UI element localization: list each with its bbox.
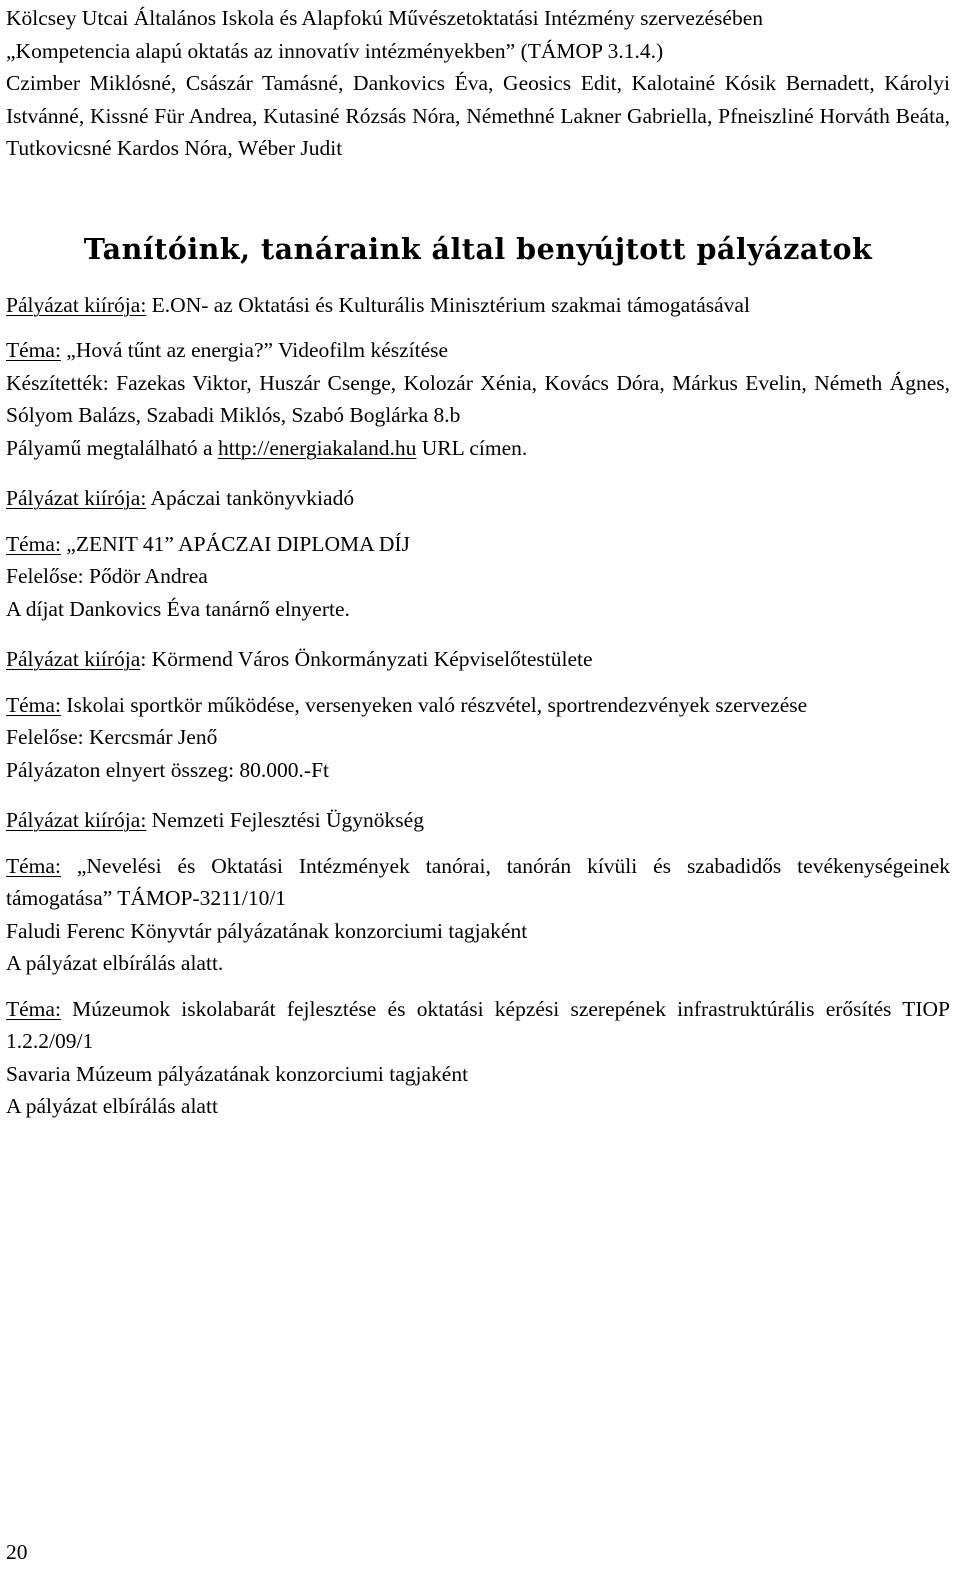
consortium-line-5: Savaria Múzeum pályázatának konzorciumi tagjaként <box>6 1061 469 1086</box>
topic-line-3 <box>6 689 950 722</box>
topic-line-4 <box>6 850 950 915</box>
issuer-line-4 <box>6 804 950 837</box>
issuer-label: Pályázat kiírója: <box>6 486 147 510</box>
issuer-line-1 <box>6 289 950 322</box>
topic-label: Téma: <box>6 338 61 362</box>
topic-label: Téma: <box>6 853 61 878</box>
issuer-label: Pályázat kiírója: <box>6 292 147 317</box>
topic-line-2 <box>6 528 950 561</box>
page-heading: Tanítóink, tanáraink által benyújtott pályázatok <box>83 231 873 266</box>
issuer-value: : Körmend Város Önkormányzati Képviselőtestülete <box>140 647 593 671</box>
intro-authors: Czimber Miklósné, Császár Tamásné, Dankovics Éva, Geosics Edit, Kalotainé Kósik Bernadett, Károlyi Istvánné, Kissné Für Andrea, Kutasiné Rózsás Nóra, Némethné Lakner Gabriella, Pfneiszliné Horváth Beáta, Tutkovicsné Kardos Nóra, Wéber Judit <box>6 71 950 160</box>
topic-line-1 <box>6 334 950 367</box>
url-suffix: URL címen. <box>416 435 528 460</box>
url-line <box>6 432 950 465</box>
issuer-label: Pályázat kiírója: <box>6 808 147 832</box>
topic-label: Téma: <box>6 692 61 717</box>
intro-program: „Kompetencia alapú oktatás az innovatív intézményekben” (TÁMOP 3.1.4.) <box>6 38 664 63</box>
responsible-line-3: Felelőse: Kercsmár Jenő <box>6 725 218 749</box>
issuer-line-2 <box>6 482 950 515</box>
award-note: A díjat Dankovics Éva tanárnő elnyerte. <box>6 596 350 621</box>
topic-label: Téma: <box>6 996 61 1021</box>
topic-value: „ZENIT 41” APÁCZAI DIPLOMA DÍJ <box>60 531 410 556</box>
topic-value: Iskolai sportkör működése, versenyeken való részvétel, sportrendezvények szervezése <box>60 692 808 717</box>
url-prefix: Pályamű megtalálható a <box>6 435 218 460</box>
consortium-line-4: Faludi Ferenc Könyvtár pályázatának konzorciumi tagjaként <box>6 918 528 943</box>
issuer-line-3 <box>6 643 950 676</box>
topic-value: „Hová tűnt az energia?” Videofilm készítése <box>60 338 449 362</box>
page-number: 20 <box>6 1540 28 1564</box>
issuer-value: E.ON- az Oktatási és Kulturális Minisztérium szakmai támogatásával <box>146 292 750 317</box>
amount-note: Pályázaton elnyert összeg: 80.000.-Ft <box>6 757 330 782</box>
issuer-value: Apáczai tankönyvkiadó <box>146 486 355 510</box>
document-page <box>6 2 950 1123</box>
status-note-5: A pályázat elbírálás alatt <box>6 1094 218 1118</box>
issuer-value: Nemzeti Fejlesztési Ügynökség <box>146 808 424 832</box>
topic-value: Múzeumok iskolabarát fejlesztése és oktatási képzési szerepének infrastruktúrális erősítés TIOP 1.2.2/09/1 <box>6 996 950 1053</box>
status-note-4: A pályázat elbírálás alatt. <box>6 951 224 975</box>
energiakaland-link[interactable]: http://energiakaland.hu <box>217 435 417 460</box>
creators-line: Készítették: Fazekas Viktor, Huszár Csenge, Kolozár Xénia, Kovács Dóra, Márkus Evelin, Németh Ágnes, Sólyom Balázs, Szabadi Miklós, Szabó Boglárka 8.b <box>6 370 950 427</box>
topic-label: Téma: <box>6 531 61 556</box>
intro-organizer: Kölcsey Utcai Általános Iskola és Alapfokú Művészetoktatási Intézmény szervezésében <box>6 6 764 30</box>
issuer-label: Pályázat kiírója <box>6 647 141 671</box>
topic-line-5 <box>6 993 950 1058</box>
topic-value: „Nevelési és Oktatási Intézmények tanórai, tanórán kívüli és szabadidős tevékenységeinek támogatása” TÁMOP-3211/10/1 <box>6 853 950 910</box>
responsible-line-2: Felelőse: Pődör Andrea <box>6 564 208 588</box>
